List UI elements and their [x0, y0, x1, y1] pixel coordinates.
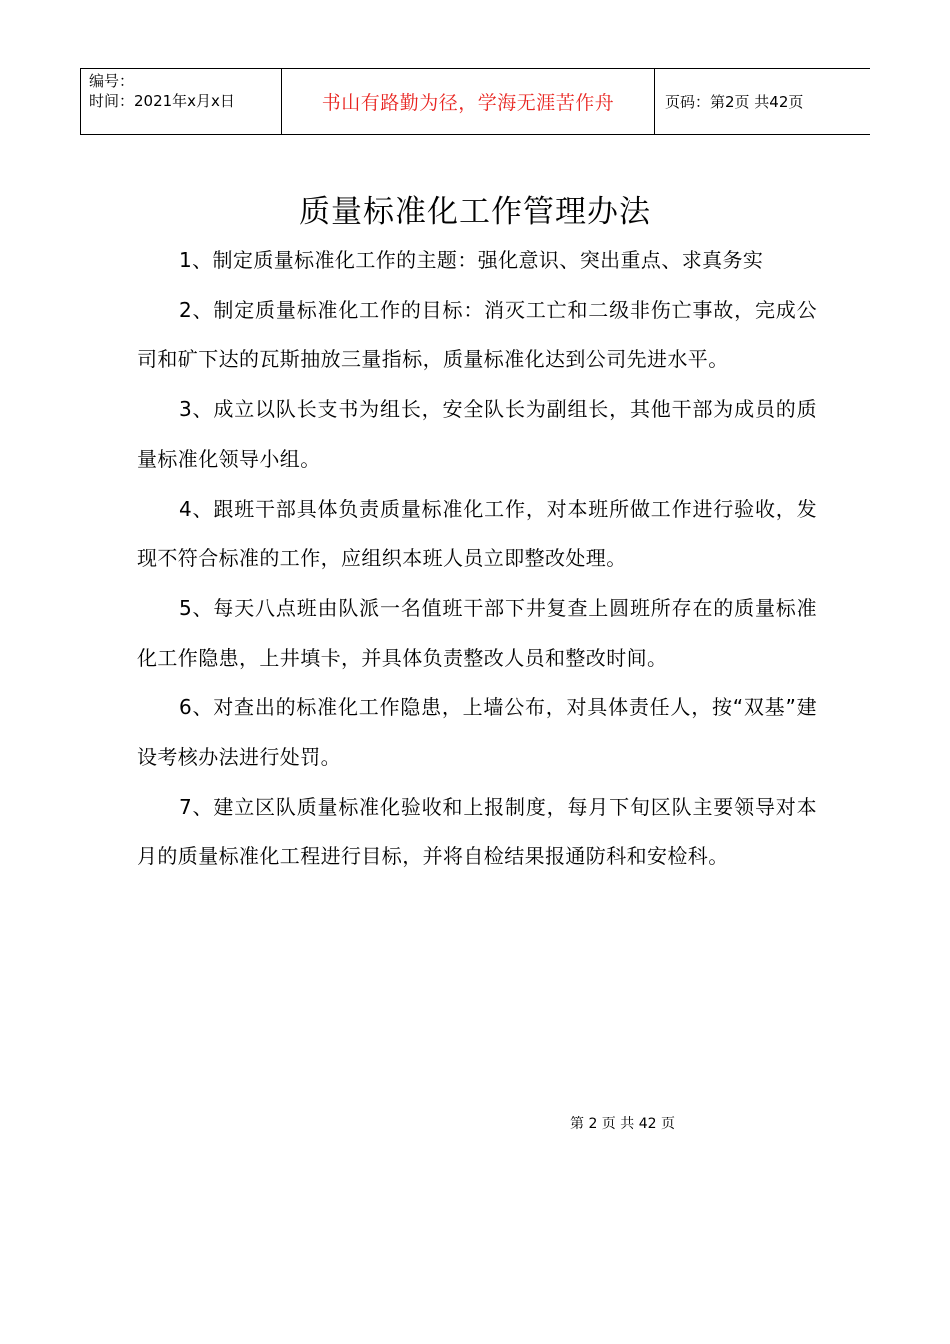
page-footer: 第 2 页 共 42 页 [570, 1116, 675, 1132]
paragraph-7: 7、建立区队质量标准化验收和上报制度，每月下旬区队主要领导对本月的质量标准化工程进行目标，并将自检结果报通防科和安检科。 [137, 794, 817, 869]
header-page-cell [655, 69, 870, 134]
paragraph-1: 1、制定质量标准化工作的主题：强化意识、突出重点、求真务实 [179, 248, 764, 272]
page-info: 页码：第2页 共42页 [665, 93, 804, 111]
number-label: 编号： [89, 72, 135, 90]
motto-text: 书山有路勤为径，学海无涯苦作舟 [321, 92, 615, 114]
page-title: 质量标准化工作管理办法 [299, 194, 651, 230]
paragraph-2: 2、制定质量标准化工作的目标：消灭工亡和二级非伤亡事故，完成公司和矿下达的瓦斯抽放三量指标，质量标准化达到公司先进水平。 [137, 297, 817, 372]
paragraph-5: 5、每天八点班由队派一名值班干部下井复查上圆班所存在的质量标准化工作隐患，上井填卡，并具体负责整改人员和整改时间。 [137, 595, 817, 670]
paragraph-4: 4、跟班干部具体负责质量标准化工作，对本班所做工作进行验收，发现不符合标准的工作，应组织本班人员立即整改处理。 [137, 496, 817, 571]
paragraph-3: 3、成立以队长支书为组长，安全队长为副组长，其他干部为成员的质量标准化领导小组。 [137, 397, 817, 471]
paragraph-6: 6、对查出的标准化工作隐患，上墙公布，对具体责任人，按“双基”建设考核办法进行处罚。 [137, 695, 817, 770]
header-motto-cell [282, 69, 655, 134]
header-meta-cell [81, 69, 282, 134]
header-table [80, 68, 870, 135]
time-label: 时间：2021年x月x日 [89, 92, 235, 110]
document-body [137, 236, 817, 882]
